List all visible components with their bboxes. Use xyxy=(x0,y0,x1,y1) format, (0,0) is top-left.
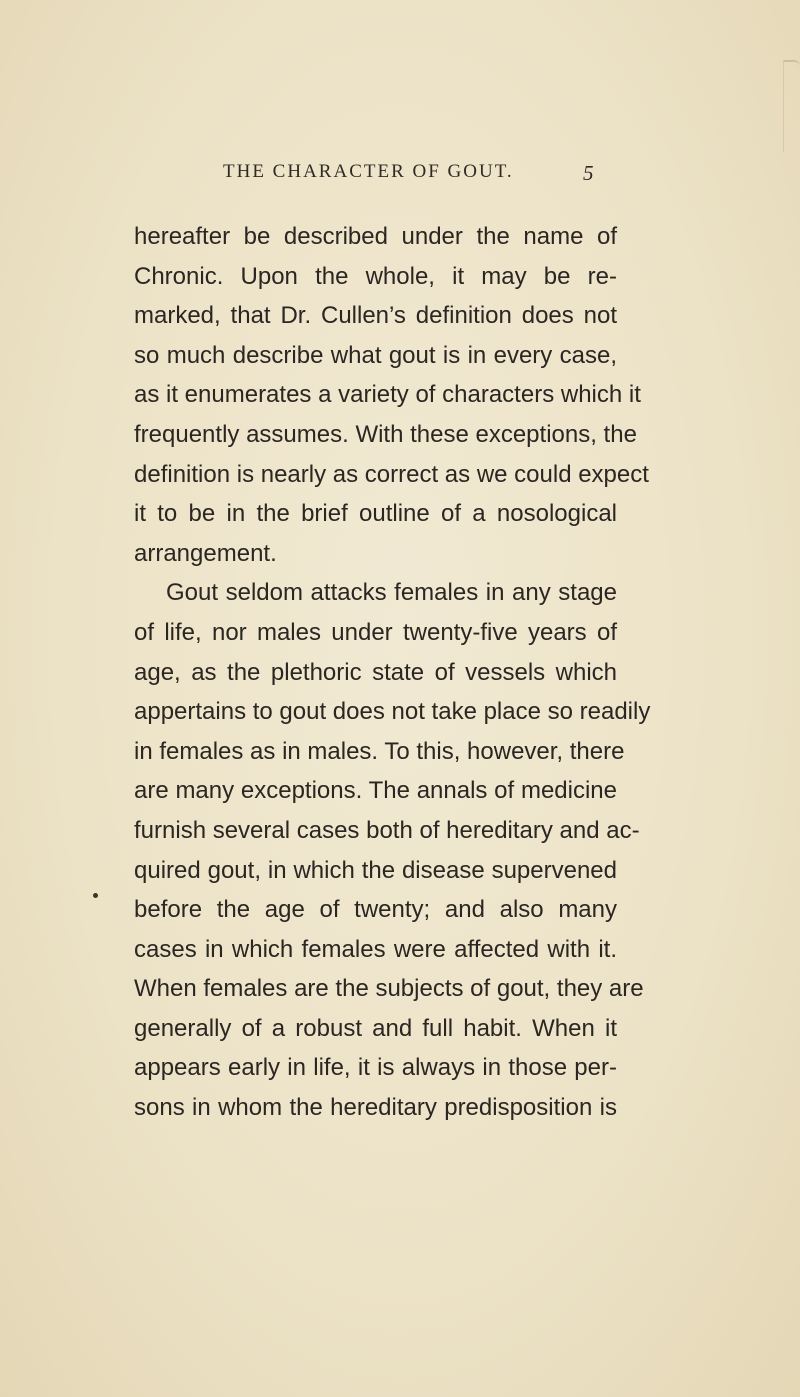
text-line: age, as the plethoric state of vessels which xyxy=(134,658,617,686)
text-line: are many exceptions. The annals of medicine xyxy=(134,777,617,805)
running-title: THE CHARACTER OF GOUT. xyxy=(223,161,514,182)
text-line: of life, nor males under twenty-five years of xyxy=(134,618,617,646)
text-line: cases in which females were affected with it. xyxy=(134,935,617,963)
text-line: arrangement. xyxy=(134,539,277,567)
text-line: When females are the subjects of gout, they are xyxy=(134,975,644,1003)
text-line: Gout seldom attacks females in any stage xyxy=(166,579,617,607)
text-line: hereafter be described under the name of xyxy=(134,223,617,250)
text-line: quired gout, in which the disease supervened xyxy=(134,856,617,884)
text-line: generally of a robust and full habit. When it xyxy=(134,1014,617,1042)
text-line: Chronic. Upon the whole, it may be re- xyxy=(134,262,617,290)
text-line: appears early in life, it is always in those per- xyxy=(134,1054,617,1082)
text-line: sons in whom the hereditary predisposition is xyxy=(134,1094,617,1122)
text-line: marked, that Dr. Cullen’s definition does not xyxy=(134,302,617,330)
text-line: as it enumerates a variety of characters which it xyxy=(134,381,641,409)
text-line: in females as in males. To this, however, there xyxy=(134,737,625,765)
body-text xyxy=(134,217,651,1128)
page-edge-mark xyxy=(783,60,800,152)
text-line: before the age of twenty; and also many xyxy=(134,896,617,924)
text-line: so much describe what gout is in every case, xyxy=(134,341,617,369)
margin-dot xyxy=(93,893,98,898)
text-line: frequently assumes. With these exceptions, the xyxy=(134,420,637,448)
text-line: it to be in the brief outline of a nosological xyxy=(134,500,617,528)
text-line: definition is nearly as correct as we could expect xyxy=(134,460,649,488)
page-number: 5 xyxy=(583,161,594,185)
running-head xyxy=(0,161,800,191)
text-line: furnish several cases both of hereditary and ac- xyxy=(134,816,640,844)
text-line: appertains to gout does not take place so readily xyxy=(134,698,651,726)
